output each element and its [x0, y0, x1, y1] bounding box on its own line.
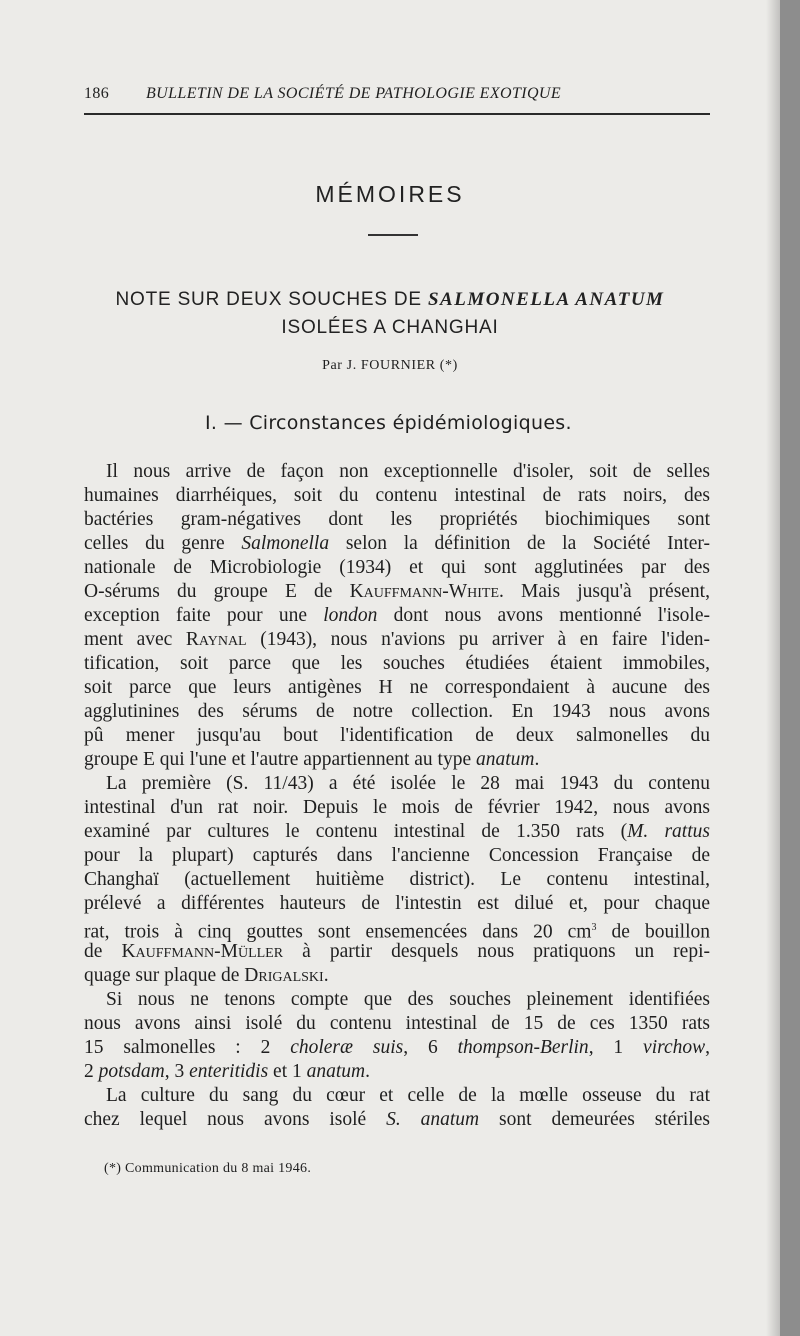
serotype-name: anatum: [476, 749, 535, 770]
section-rule: [368, 234, 418, 236]
body-line: La première (S. 11/43) a été isolée le 28 mai 1943 du contenu: [106, 773, 710, 794]
body-line: examiné par cultures le contenu intestinal de 1.350 rats (M. rattus: [84, 821, 710, 842]
header-rule: [84, 113, 710, 115]
body-line: intestinal d'un rat noir. Depuis le mois de février 1942, nous avons: [84, 797, 710, 818]
body-line: pû mener jusqu'au bout l'identification de deux salmonelles du: [84, 725, 710, 746]
genus-name: Salmonella: [241, 533, 330, 554]
body-line: 15 salmonelles : 2 choleræ suis, 6 thompson-Berlin, 1 virchow,: [84, 1037, 711, 1058]
body-line: ment avec Raynal (1943), nous n'avions pu arriver à en faire l'iden-: [84, 629, 710, 650]
body-line: humaines diarrhéiques, soit du contenu intestinal de rats noirs, des: [84, 485, 710, 506]
species-name: M. rattus: [627, 821, 710, 842]
body-line: bactéries gram-négatives dont les propriétés biochimiques sont: [84, 509, 710, 530]
journal-title: BULLETIN DE LA SOCIÉTÉ DE PATHOLOGIE EXOTIQUE: [146, 85, 562, 102]
body-line: chez lequel nous avons isolé S. anatum sont demeurées stériles: [84, 1109, 710, 1130]
serotype-name: london: [323, 605, 378, 626]
species-name: S. anatum: [386, 1109, 480, 1130]
body-line: exception faite pour une london dont nous avons mentionné l'isole-: [84, 605, 710, 626]
body-line: agglutinines des sérums de notre collection. En 1943 nous avons: [84, 701, 710, 722]
body-line: groupe E qui l'une et l'autre appartiennent au type anatum.: [84, 749, 540, 770]
article-title-line-1: [0, 289, 780, 311]
body-line: pour la plupart) capturés dans l'ancienne Concession Française de: [84, 845, 710, 866]
author-byline: Par J. FOURNIER (*): [322, 358, 458, 373]
body-line: 2 potsdam, 3 enteritidis et 1 anatum.: [84, 1061, 370, 1082]
footnote: (*) Communication du 8 mai 1946.: [104, 1161, 312, 1176]
body-line: Si nous ne tenons compte que des souches pleinement identifiées: [106, 989, 710, 1010]
body-line: quage sur plaque de Drigalski.: [84, 965, 329, 986]
author-name: Raynal: [185, 629, 247, 650]
author-name: Kauffmann-Müller: [121, 941, 284, 962]
body-line: tification, soit parce que les souches étudiées étaient immobiles,: [84, 653, 710, 674]
body-line: La culture du sang du cœur et celle de la mœlle osseuse du rat: [106, 1085, 710, 1106]
body-line: de Kauffmann-Müller à partir desquels nous pratiquons un repi-: [84, 941, 710, 962]
body-line: Il nous arrive de façon non exceptionnelle d'isoler, soit de selles: [106, 461, 710, 482]
body-line: soit parce que leurs antigènes H ne correspondaient à aucune des: [84, 677, 710, 698]
body-line: Changhaï (actuellement huitième district). Le contenu intestinal,: [84, 869, 710, 890]
page-number: 186: [84, 85, 110, 102]
author-name: Drigalski: [244, 965, 324, 986]
section-heading: MÉMOIRES: [315, 181, 465, 207]
body-line: rat, trois à cinq gouttes sont ensemencées dans 20 $cm^3$ de bouillon: [84, 921, 710, 943]
body-line: O-sérums du groupe E de Kauffmann-White. Mais jusqu'à présent,: [84, 581, 710, 602]
body-line: nous avons ainsi isolé du contenu intestinal de 15 de ces 1350 rats: [84, 1013, 710, 1034]
article-title-line-2: ISOLÉES A CHANGHAI: [281, 317, 499, 338]
author-name: Kauffmann-White: [349, 581, 500, 602]
body-line: nationale de Microbiologie (1934) et qui sont agglutinées par des: [84, 557, 710, 578]
title-prefix: NOTE SUR DEUX SOUCHES DE: [115, 289, 428, 310]
body-line: celles du genre Salmonella selon la définition de la Société Inter-: [84, 533, 710, 554]
title-organism: SALMONELLA ANATUM: [427, 289, 665, 310]
body-line: prélevé a différentes hauteurs de l'intestin est dilué et, pour chaque: [84, 893, 710, 914]
section-subheading: I. — Circonstances épidémiologiques.: [205, 412, 572, 434]
